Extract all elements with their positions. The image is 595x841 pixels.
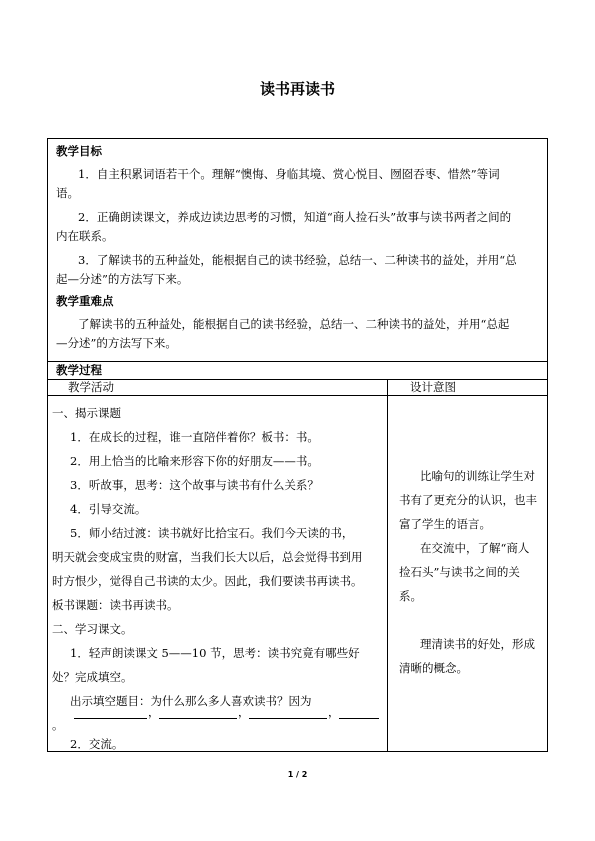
activity-line: 1．在成长的过程，谁一直陪伴着你？板书：书。 bbox=[70, 430, 319, 444]
row-divider-body bbox=[48, 395, 547, 396]
activity-line: 处？完成填空。 bbox=[52, 670, 133, 684]
activity-line: 板书课题：读书再读书。 bbox=[52, 598, 179, 612]
fill-blank bbox=[74, 718, 147, 719]
goal-item-3-line-1: 3．了解读书的五种益处，能根据自己的读书经验，总结一、二种读书的益处，并用“总 bbox=[78, 253, 517, 267]
process-heading: 教学过程 bbox=[56, 363, 102, 377]
activity-line: 1．轻声朗读课文 5——10 节，思考：读书究竟有哪些好 bbox=[70, 646, 360, 660]
fill-blank bbox=[249, 718, 327, 719]
activity-line: 4．引导交流。 bbox=[70, 502, 147, 516]
key-points-heading: 教学重难点 bbox=[56, 294, 114, 308]
lesson-plan-table bbox=[47, 138, 548, 752]
activity-line: 出示填空题目：为什么那么多人喜欢读书？因为 bbox=[70, 694, 312, 708]
goal-item-2-line-2: 内在联系。 bbox=[56, 229, 114, 243]
activity-line: 明天就会变成宝贵的财富，当我们长大以后，总会觉得书到用 bbox=[52, 550, 363, 564]
page-number: 1 / 2 bbox=[287, 770, 308, 779]
key-points-line-2: —分述”的方法写下来。 bbox=[56, 336, 177, 350]
intent-line: 比喻句的训练让学生对 bbox=[420, 469, 535, 483]
activity-line: 5．师小结过渡：读书就好比拾宝石。我们今天读的书， bbox=[70, 526, 354, 540]
column-divider bbox=[387, 379, 388, 751]
intent-line: 在交流中，了解“商人 bbox=[420, 541, 530, 555]
intent-line: 理清读书的好处，形成 bbox=[420, 637, 535, 651]
column-header-activity: 教学活动 bbox=[68, 380, 114, 394]
activity-line: 3．听故事，思考：这个故事与读书有什么关系？ bbox=[70, 478, 319, 492]
intent-line: 书有了更充分的认识，也丰 bbox=[399, 493, 537, 507]
activity-line: 一、揭示课题 bbox=[52, 406, 121, 420]
activity-line: 时方恨少，觉得自己书读的太少。因此，我们要读书再读书。 bbox=[52, 574, 363, 588]
activity-line: 2．交流。 bbox=[70, 737, 124, 751]
activity-line: 2．用上恰当的比喻来形容下你的好朋友——书。 bbox=[70, 454, 319, 468]
intent-line: 清晰的概念。 bbox=[399, 661, 468, 675]
blank-separator: ， bbox=[328, 705, 340, 719]
activity-line: 二、学习课文。 bbox=[52, 622, 133, 636]
goals-heading: 教学目标 bbox=[56, 144, 102, 158]
fill-blank bbox=[339, 718, 379, 719]
goal-item-1-line-2: 语。 bbox=[56, 186, 79, 200]
intent-line: 富了学生的语言。 bbox=[399, 517, 491, 531]
blank-separator: ， bbox=[238, 705, 250, 719]
page-title: 读书再读书 bbox=[259, 80, 335, 98]
fill-blank bbox=[159, 718, 237, 719]
column-header-intent: 设计意图 bbox=[410, 380, 456, 394]
goal-item-3-line-2: 起—分述”的方法写下来。 bbox=[56, 272, 189, 286]
blank-end-period: 。 bbox=[52, 718, 64, 732]
intent-line: 系。 bbox=[399, 589, 422, 603]
blank-separator: ， bbox=[148, 705, 160, 719]
row-divider-process bbox=[48, 361, 547, 362]
goal-item-1-line-1: 1．自主积累词语若干个。理解“懊悔、身临其境、赏心悦目、囫囵吞枣、惜然”等词 bbox=[78, 167, 500, 181]
intent-line: 捡石头”与读书之间的关 bbox=[399, 565, 520, 579]
goal-item-2-line-1: 2．正确朗读课文，养成边读边思考的习惯，知道“商人捡石头”故事与读书两者之间的 bbox=[78, 210, 512, 224]
key-points-line-1: 了解读书的五种益处，能根据自己的读书经验，总结一、二种读书的益处，并用“总起 bbox=[78, 317, 510, 331]
row-divider-header bbox=[48, 379, 547, 380]
